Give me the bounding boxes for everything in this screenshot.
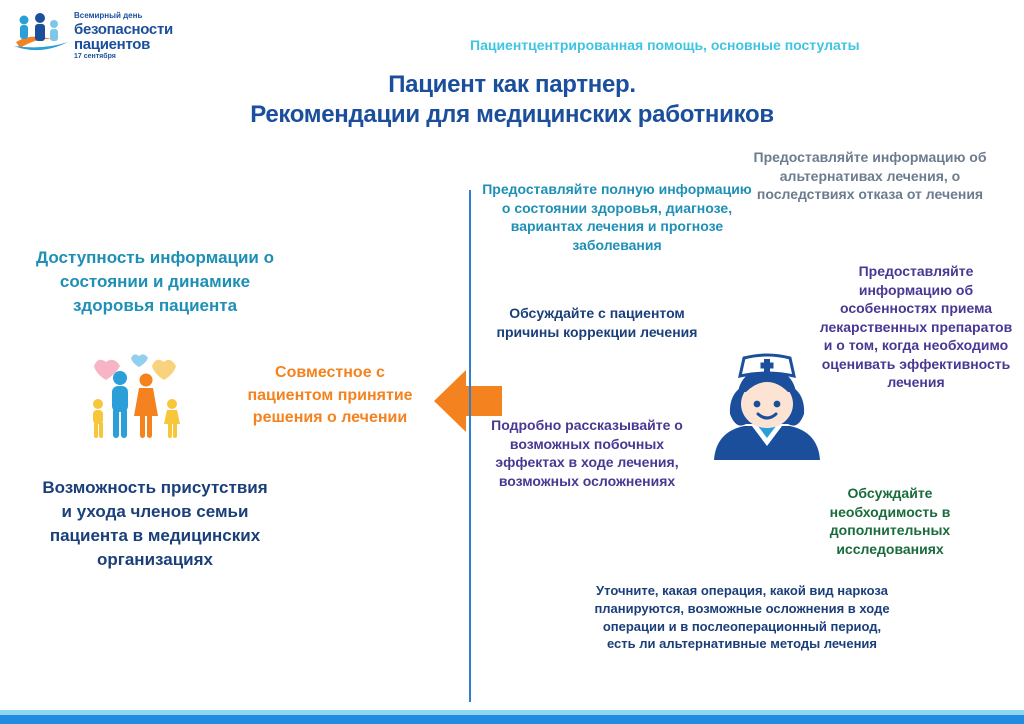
- logo-line-3: пациентов: [74, 36, 151, 53]
- page-subtitle: Пациентцентрированная помощь, основные постулаты: [470, 37, 860, 53]
- family-icon: [84, 354, 186, 442]
- logo-date: 17 сентября: [74, 53, 116, 60]
- logo-line-1: Всемирный день: [74, 11, 143, 20]
- nurse-icon: [708, 352, 826, 460]
- event-logo: [14, 10, 204, 60]
- surgery-text: Уточните, какая операция, какой вид наркоза планируются, возможные осложнения в ходе операции и в послеоперационный период, есть ли альтернативные методы лечения: [594, 583, 890, 652]
- page-title-line-1: Пациент как партнер.: [388, 71, 636, 98]
- full-info-text: Предоставляйте полную информацию о состоянии здоровья, диагнозе, вариантах лечения и прогнозе заболевания: [482, 181, 752, 253]
- family-presence-text: Возможность присутствия и ухода членов семьи пациента в медицинских организациях: [42, 478, 268, 569]
- extra-tests-text: Обсуждайте необходимость в дополнительных исследованиях: [829, 485, 951, 557]
- drug-intake-text: Предоставляйте информацию об особенностях приема лекарственных препаратов и о том, когда необходимо оценивать эффективность лечения: [819, 263, 1013, 390]
- footer-bar: [0, 710, 1024, 724]
- alternatives-text: Предоставляйте информацию об альтернативах лечения, о последствиях отказа от лечения: [753, 149, 987, 202]
- page-title: [120, 70, 904, 130]
- info-access-text: Доступность информации о состоянии и динамике здоровья пациента: [36, 248, 274, 315]
- column-divider: [469, 190, 471, 702]
- logo-line-2: безопасности: [74, 21, 173, 38]
- page-title-line-2: Рекомендации для медицинских работников: [250, 101, 774, 128]
- joint-decision-text: Совместное с пациентом принятие решения о лечении: [247, 364, 413, 426]
- logo-icon: [14, 12, 70, 52]
- side-effects-text: Подробно рассказывайте о возможных побочных эффектах в ходе лечения, возможных осложнениях: [491, 417, 683, 489]
- treatment-correction-text: Обсуждайте с пациентом причины коррекции лечения: [496, 305, 698, 340]
